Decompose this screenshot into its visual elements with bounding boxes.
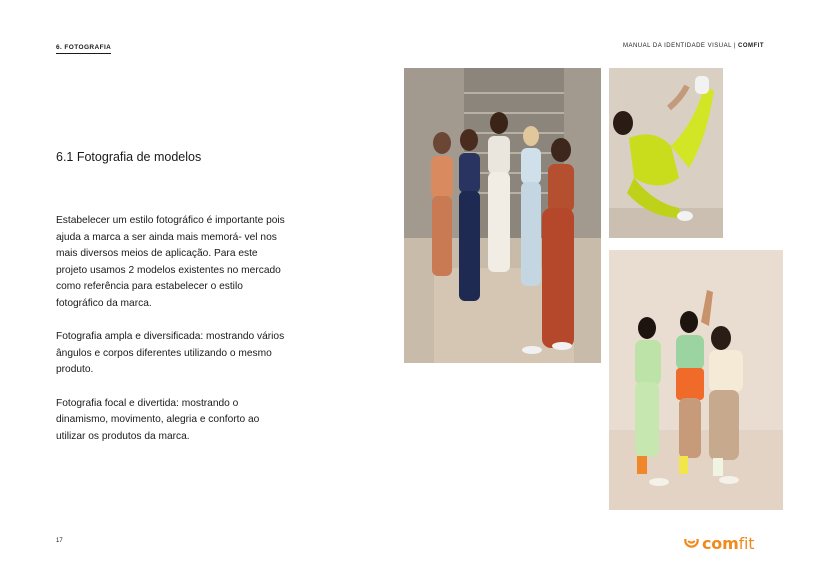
logo-text-bold: com (702, 533, 739, 553)
manual-title: MANUAL DA IDENTIDADE VISUAL (622, 43, 732, 49)
logo-text-thin: fit (738, 533, 755, 553)
section-label: 6. FOTOGRAFIA (56, 44, 111, 54)
three-dancing-models-photo (609, 250, 783, 510)
logo-wordmark (702, 534, 754, 553)
paragraph-focal-photography: Fotografia focal e divertida: mostrando o dinamismo, movimento, alegria e conforto ao utilizar os produtos da marca. (56, 397, 260, 442)
page-number: 17 (56, 538, 63, 544)
header-divider: | (733, 43, 736, 49)
smile-icon (684, 533, 699, 553)
paragraph-wide-photography: Fotografia ampla e diversificada: mostrando vários ângulos e corpos diferentes utilizando o mesmo produto. (56, 331, 285, 376)
jumping-model-photo (609, 68, 723, 238)
comfit-logo (684, 533, 754, 553)
header-brand: COMFIT (738, 43, 764, 49)
body-text (56, 213, 288, 462)
page-title: 6.1 Fotografia de modelos (56, 150, 202, 164)
paragraph-intro: Estabelecer um estilo fotográfico é importante pois ajuda a marca a ser ainda mais memorá- vel nos mais diversos meios de aplicação. Para este projeto usamos 2 modelos existentes no mercado como referência para estabelecer o estilo fotográfico da marca. (56, 215, 285, 309)
group-of-models-photo (404, 68, 601, 363)
running-header (623, 43, 764, 49)
